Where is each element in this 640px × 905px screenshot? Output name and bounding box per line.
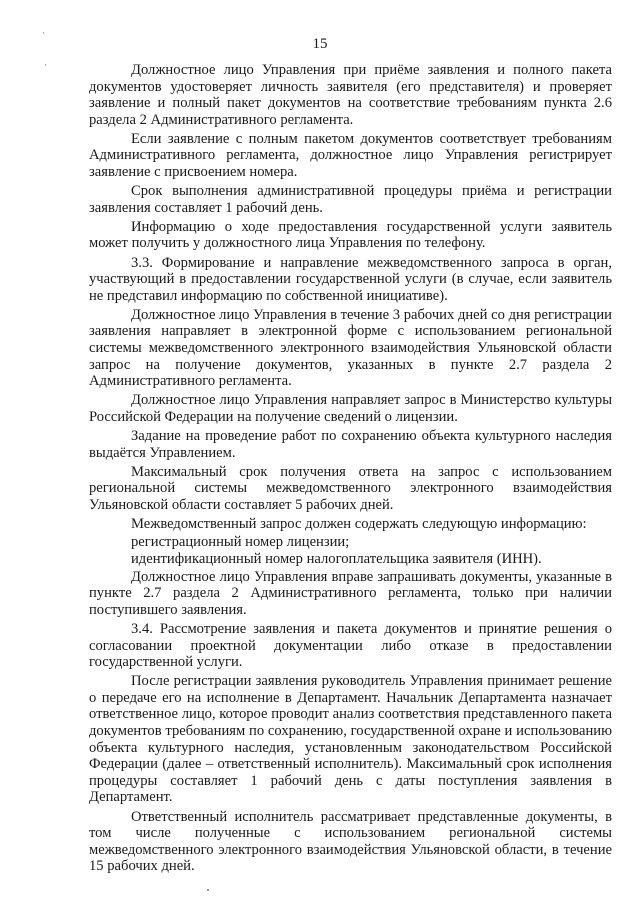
list-item: идентификационный номер налогоплательщика заявителя (ИНН).: [131, 551, 542, 568]
paragraph: Ответственный исполнитель рассматривает представленные документы, в том числе полученные с использованием региональной системы межведомственного электронного взаимодействия Ульяновской области, в течение 15 рабочих дней.: [89, 808, 612, 875]
paragraph: Срок выполнения административной процедуры приёма и регистрации заявления составляет 1 рабочий день.: [89, 183, 612, 216]
paragraph: Максимальный срок получения ответа на запрос с использованием региональной системы межведомственного электронного взаимодействия Ульяновской области составляет 5 рабочих дней.: [89, 463, 612, 513]
paragraph: Должностное лицо Управления при приёме заявления и полного пакета документов удостоверяет личность заявителя (его представителя) и проверяет заявление и полный пакет документов на соответствие требованиям пункта 2.6 раздела 2 Административного регламента.: [89, 62, 612, 128]
paragraph: Должностное лицо Управления направляет запрос в Министерство культуры Российской Федерации на получение сведений о лицензии.: [89, 392, 612, 425]
paragraph: Межведомственный запрос должен содержать следующую информацию:: [131, 515, 587, 532]
paragraph: После регистрации заявления руководитель Управления принимает решение о передаче его на исполнение в Департамент. Начальник Департамента назначает ответственное лицо, которое проводит анализ соответствия представленного пакета документов требованиям по сохранению, государственной охране и использованию объекта культурного наследия, установленным законодательством Российской Федерации (далее – ответственный исполнитель). Максимальный срок исполнения процедуры составляет 1 рабочий день с даты поступления заявления в Департамент.: [89, 673, 612, 806]
section-heading: 3.3. Формирование и направление межведомственного запроса в орган, участвующий в предоставлении государственной услуги (в случае, если заявитель не представил информацию по собственной инициативе).: [89, 254, 612, 304]
list-item: регистрационный номер лицензии;: [131, 533, 350, 550]
section-heading: 3.4. Рассмотрение заявления и пакета документов и принятие решения о согласовании проектной документации либо отказе в предоставлении государственной услуги.: [89, 621, 612, 671]
paragraph: Должностное лицо Управления в течение 3 рабочих дней со дня регистрации заявления направляет в электронной форме с использованием региональной системы межведомственного электронного взаимодействия Ульяновской области запрос на получение документов, указанных в пункте 2.7 раздела 2 Административного регламента.: [89, 306, 612, 390]
scan-mark: ·: [42, 28, 45, 38]
paragraph: Задание на проведение работ по сохранению объекта культурного наследия выдаётся Управлением.: [89, 427, 612, 461]
scan-mark: ·: [44, 60, 47, 70]
document-body: [89, 62, 612, 877]
page-number: 15: [312, 36, 328, 52]
paragraph: Если заявление с полным пакетом документов соответствует требованиям Административного регламента, должностное лицо Управления регистрирует заявление с присвоением номера.: [89, 130, 612, 181]
scan-mark: [207, 889, 209, 891]
paragraph: Информацию о ходе предоставления государственной услуги заявитель может получить у должностного лица Управления по телефону.: [89, 218, 612, 252]
paragraph: Должностное лицо Управления вправе запрашивать документы, указанные в пункте 2.7 раздела 2 Административного регламента, только при наличии поступившего заявления.: [89, 568, 612, 618]
